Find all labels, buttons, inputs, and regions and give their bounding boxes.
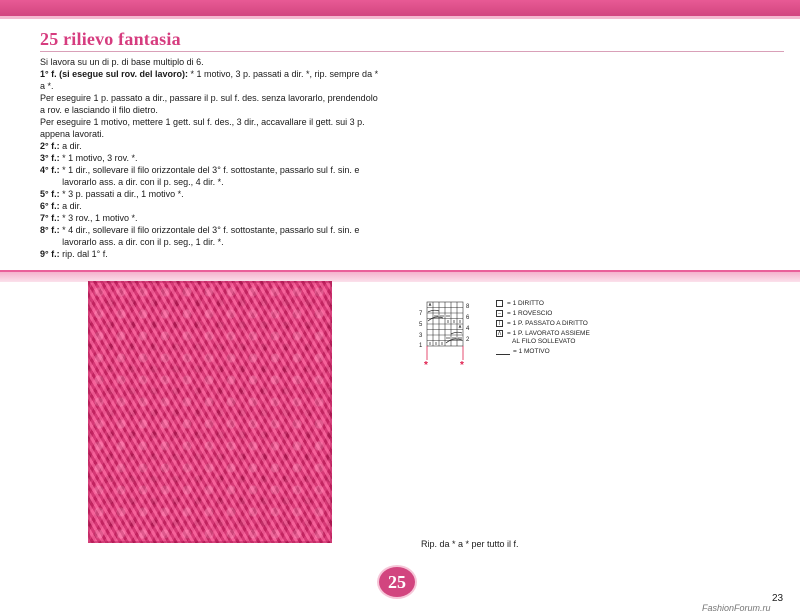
page-title: 25 rilievo fantasia (40, 29, 181, 49)
legend-label: = 1 ROVESCIO (507, 310, 553, 317)
chart-row-label: 5 (419, 322, 423, 328)
stitch-chart (415, 300, 477, 372)
repeat-marker-right: * (460, 360, 464, 371)
instructions-row-5 (40, 188, 385, 200)
row-label: 2° f.: (40, 141, 63, 151)
row-label: 8° f.: (40, 225, 63, 235)
row-text: a dir. (62, 141, 82, 151)
instructions-row-2 (40, 140, 385, 152)
legend-label: = 1 P. PASSATO A DIRITTO (507, 320, 588, 327)
chart-row-label: 3 (419, 333, 423, 339)
instructions-row-3 (40, 152, 385, 164)
chart-legend (496, 300, 590, 358)
legend-item-slipped (496, 320, 590, 328)
instructions-row-1 (40, 68, 385, 92)
instructions-row-9 (40, 248, 385, 260)
instructions-intro: Si lavora su un di p. di base multiplo di 6. (40, 57, 204, 67)
chart-row-label: 4 (466, 326, 470, 332)
row-text: * 1 motivo, 3 rov. *. (62, 153, 138, 163)
repeat-note: Rip. da * a * per tutto il f. (421, 539, 519, 549)
legend-item-lifted-strand (496, 330, 590, 346)
chart-row-label: 2 (466, 337, 470, 343)
legend-label: = 1 DIRITTO (507, 300, 544, 307)
row-text: * 1 dir., sollevare il filo orizzontale del 3° f. sottostante, passarlo sul f. sin. e lavorarlo ass. a dir. con il p. seg., 4 dir. *. (62, 165, 360, 187)
row-text: * 3 p. passati a dir., 1 motivo *. (62, 189, 184, 199)
chart-row-label: 8 (466, 304, 470, 310)
legend-label: = 1 MOTIVO (513, 348, 550, 355)
row-label: 3° f.: (40, 153, 63, 163)
lifted-strand-icon: Λ (497, 331, 502, 337)
legend-item-knit (496, 300, 590, 308)
legend-item-motif (496, 348, 590, 356)
motif-arc-icon (496, 348, 510, 355)
slipped-stitch-icon: I (496, 320, 503, 327)
row-text: a dir. (62, 201, 82, 211)
row-text: * 4 dir., sollevare il filo orizzontale del 3° f. sottostante, passarlo sul f. sin. e lavorarlo ass. a dir. con il p. seg., 1 dir. *. (62, 225, 360, 247)
instructions-row-4 (40, 164, 385, 188)
page-number: 23 (772, 593, 784, 604)
row-label: 5° f.: (40, 189, 63, 199)
chart-row-label: 1 (419, 343, 423, 349)
knitted-swatch-photo (88, 281, 332, 543)
top-decorative-band (0, 0, 800, 16)
pattern-number-badge: 25 (379, 567, 415, 597)
instructions-text (40, 56, 385, 260)
instructions-row-8 (40, 224, 385, 248)
legend-item-purl (496, 310, 590, 318)
instructions-paragraph-passed-stitch: Per eseguire 1 p. passato a dir., passare il p. sul f. des. senza lavorarlo, prendendolo a rov. e lasciando il filo dietro. (40, 93, 378, 115)
purl-square-icon: – (496, 310, 503, 317)
watermark: FashionForum.ru (702, 603, 771, 613)
knit-square-icon (496, 300, 503, 307)
instructions-row-6 (40, 200, 385, 212)
row-label: 6° f.: (40, 201, 63, 211)
chart-row-label: 7 (419, 311, 423, 317)
title-divider (40, 51, 784, 52)
row-text: * 3 rov., 1 motivo *. (62, 213, 138, 223)
instructions-row-7 (40, 212, 385, 224)
legend-label: = 1 P. LAVORATO ASSIEME AL FILO SOLLEVATO (507, 330, 590, 345)
repeat-marker-left: * (424, 360, 428, 371)
row-1-text: * 1 motivo, 3 p. passati a dir. *, rip. sempre da * a *. (40, 69, 379, 91)
instructions-paragraph-motif: Per eseguire 1 motivo, mettere 1 gett. sul f. des., 3 dir., accavallare il gett. sui 3 p. appena lavorati. (40, 117, 365, 139)
chart-row-label: 6 (466, 315, 470, 321)
row-label: 7° f.: (40, 213, 63, 223)
row-label: 9° f.: (40, 249, 63, 259)
row-label: 4° f.: (40, 165, 63, 175)
row-text: rip. dal 1° f. (62, 249, 108, 259)
row-1-label: 1° f. (si esegue sul rov. del lavoro): (40, 69, 188, 79)
